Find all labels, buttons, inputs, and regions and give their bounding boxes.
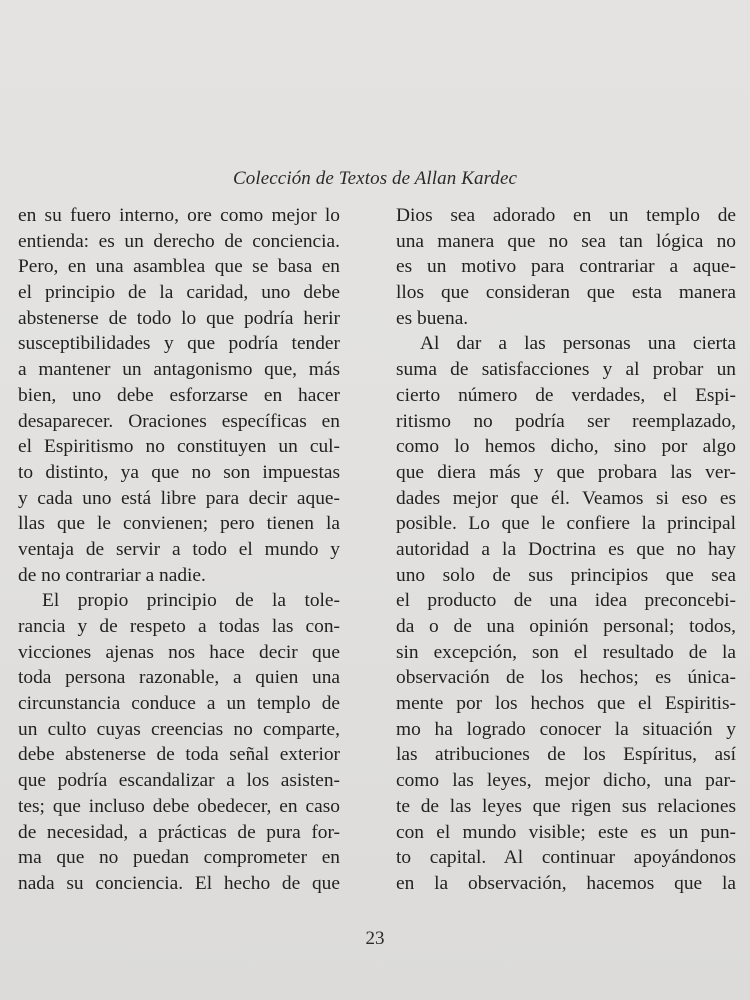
text-line: uno solo de sus principios que sea bbox=[396, 564, 736, 586]
text-line: to capital. Al continuar apoyándonos bbox=[396, 847, 736, 869]
paragraph-start-line: Al dar a las personas una cierta bbox=[420, 333, 736, 355]
text-line: en la observación, hacemos que la bbox=[396, 872, 736, 894]
text-line: Pero, en una asamblea que se basa en bbox=[18, 256, 340, 278]
right-text-column bbox=[396, 203, 736, 897]
paragraph-start-line: El propio principio de la tole- bbox=[42, 590, 340, 612]
text-line: ventaja de servir a todo el mundo y bbox=[18, 538, 340, 560]
text-line: to distinto, ya que no son impuestas bbox=[18, 461, 340, 483]
text-line: te de las leyes que rigen sus relaciones bbox=[396, 795, 736, 817]
text-line: como lo hemos dicho, sino por algo bbox=[396, 436, 736, 458]
text-line: autoridad a la Doctrina es que no hay bbox=[396, 538, 736, 560]
text-line: bien, uno debe esforzarse en hacer bbox=[18, 384, 340, 406]
text-line: ma que no puedan comprometer en bbox=[18, 847, 340, 869]
text-line: llas que le convienen; pero tienen la bbox=[18, 513, 340, 535]
text-line: en su fuero interno, ore como mejor lo bbox=[18, 205, 340, 226]
text-line: entienda: es un derecho de conciencia. bbox=[18, 230, 340, 252]
text-line: nada su conciencia. El hecho de que bbox=[18, 872, 340, 894]
text-line: es un motivo para contrariar a aque- bbox=[396, 256, 736, 278]
text-line: sin excepción, son el resultado de la bbox=[396, 641, 736, 663]
text-line: tes; que incluso debe obedecer, en caso bbox=[18, 795, 340, 817]
text-line: da o de una opinión personal; todos, bbox=[396, 616, 736, 637]
text-line: susceptibilidades y que podría tender bbox=[18, 333, 340, 355]
text-line: una manera que no sea tan lógica no bbox=[396, 230, 736, 252]
text-line: rancia y de respeto a todas las con- bbox=[18, 616, 340, 637]
text-line: mo ha logrado conocer la situación y bbox=[396, 718, 736, 740]
text-line: cierto número de verdades, el Espi- bbox=[396, 384, 736, 406]
text-line: como las leyes, mejor dicho, una par- bbox=[396, 770, 736, 792]
text-line: Dios sea adorado en un templo de bbox=[396, 205, 736, 226]
text-line: vicciones ajenas nos hace decir que bbox=[18, 641, 340, 663]
paragraph-end-line: de no contrariar a nadie. bbox=[18, 564, 206, 586]
text-line: mente por los hechos que el Espiritis- bbox=[396, 693, 736, 715]
text-line: toda persona razonable, a quien una bbox=[18, 667, 340, 689]
text-line: desaparecer. Oraciones específicas en bbox=[18, 410, 340, 432]
text-line: debe abstenerse de toda señal exterior bbox=[18, 744, 340, 766]
text-line: que podría escandalizar a los asisten- bbox=[18, 770, 340, 792]
running-header-title: Colección de Textos de Allan Kardec bbox=[232, 168, 518, 189]
text-line: que diera más y que probara las ver- bbox=[396, 461, 736, 483]
text-line: ritismo no podría ser reemplazado, bbox=[396, 410, 736, 432]
page-number: 23 bbox=[365, 928, 385, 949]
text-line: observación de los hechos; es única- bbox=[396, 667, 736, 689]
text-line: el Espiritismo no constituyen un cul- bbox=[18, 436, 340, 458]
text-line: de necesidad, a prácticas de pura for- bbox=[18, 821, 340, 843]
text-line: un culto cuyas creencias no comparte, bbox=[18, 718, 340, 740]
text-line: suma de satisfacciones y al probar un bbox=[396, 359, 736, 381]
text-line: el producto de una idea preconcebi- bbox=[396, 590, 736, 612]
text-line: abstenerse de todo lo que podría herir bbox=[18, 307, 340, 329]
text-line: las atribuciones de los Espíritus, así bbox=[396, 744, 736, 766]
text-line: posible. Lo que le confiere la principal bbox=[396, 513, 736, 535]
text-line: el principio de la caridad, uno debe bbox=[18, 282, 340, 304]
left-text-column bbox=[18, 203, 340, 897]
text-line: y cada uno está libre para decir aque- bbox=[18, 487, 340, 509]
text-line: con el mundo visible; este es un pun- bbox=[396, 821, 736, 843]
text-line: llos que consideran que esta manera bbox=[396, 282, 736, 304]
text-line: dades mejor que él. Veamos si eso es bbox=[396, 487, 736, 509]
text-line: circunstancia conduce a un templo de bbox=[18, 693, 340, 715]
text-line: a mantener un antagonismo que, más bbox=[18, 359, 340, 381]
paragraph-end-line: es buena. bbox=[396, 307, 469, 329]
